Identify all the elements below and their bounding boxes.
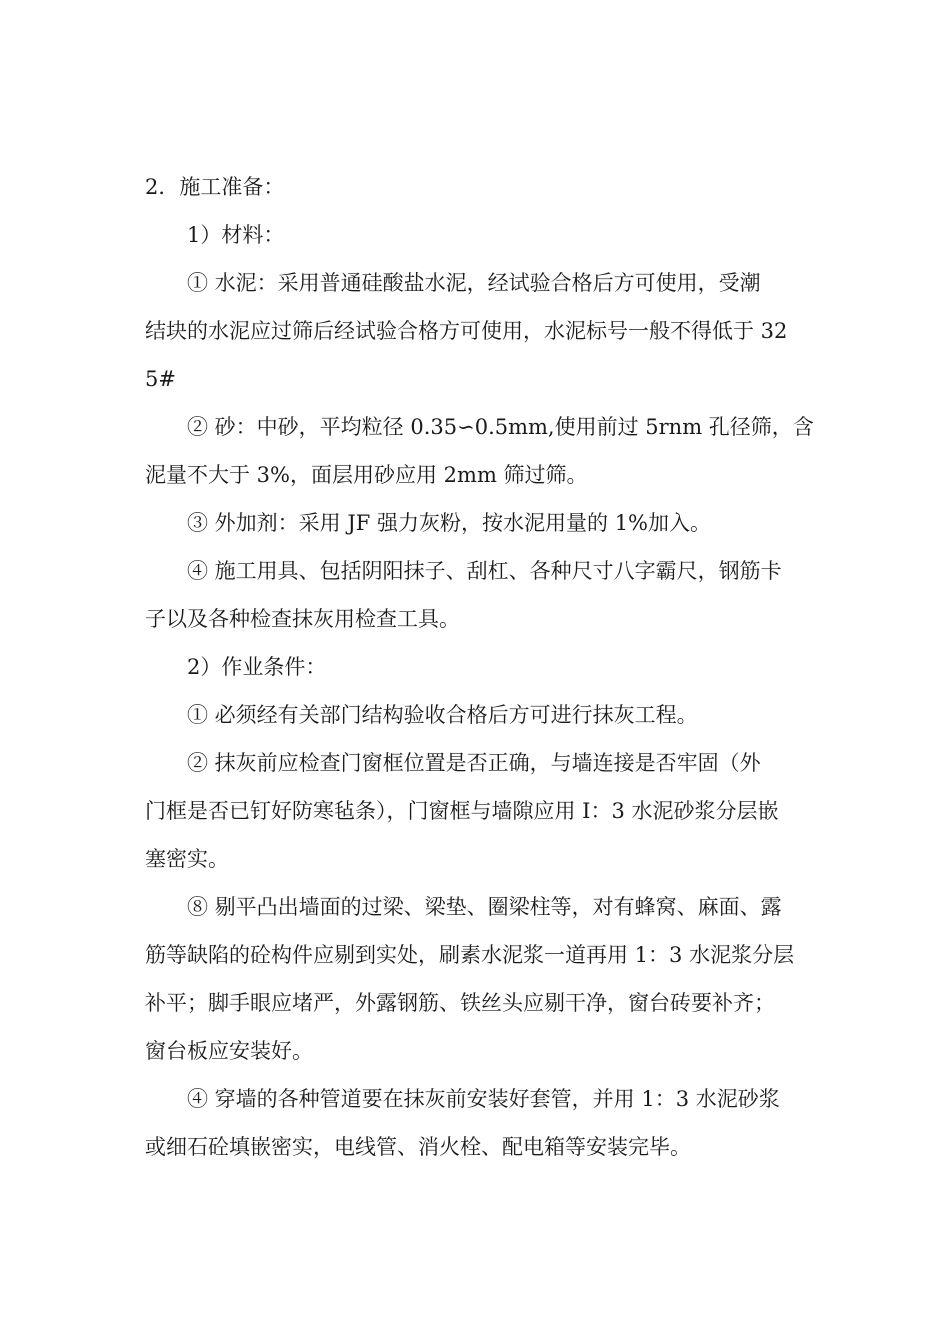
paragraph-line: 5#	[145, 367, 176, 391]
paragraph-line: ③ 外加剂：采用 JF 强力灰粉，按水泥用量的 1%加入。	[187, 511, 712, 535]
paragraph-line: 窗台板应安装好。	[145, 1039, 313, 1063]
paragraph-line: 筋等缺陷的砼构件应剔到实处，刷素水泥浆一道再用 1：3 水泥浆分层	[145, 943, 795, 967]
paragraph-line: ⑧ 剔平凸出墙面的过梁、梁垫、圈梁柱等，对有蜂窝、麻面、露	[187, 895, 782, 919]
paragraph-line: 结块的水泥应过筛后经试验合格方可使用，水泥标号一般不得低于 32	[145, 319, 788, 343]
paragraph-line: 补平；脚手眼应堵严，外露钢筋、铁丝头应剔干净，窗台砖要补齐；	[145, 991, 775, 1015]
paragraph-line: ② 抹灰前应检查门窗框位置是否正确，与墙连接是否牢固（外	[187, 751, 761, 775]
subsection-heading-conditions: 2）作业条件：	[187, 655, 327, 679]
paragraph-line: ② 砂：中砂，平均粒径 0.35∽0.5mm,使用前过 5rnm 孔径筛，含	[187, 415, 814, 439]
paragraph-line: ① 水泥：采用普通硅酸盐水泥，经试验合格后方可使用，受潮	[187, 271, 761, 295]
paragraph-line: ④ 施工用具、包括阴阳抹子、刮杠、各种尺寸八字霸尺，钢筋卡	[187, 559, 782, 583]
paragraph-line: ④ 穿墙的各种管道要在抹灰前安装好套管，并用 1：3 水泥砂浆	[187, 1087, 780, 1111]
paragraph-line: ① 必须经有关部门结构验收合格后方可进行抹灰工程。	[187, 703, 698, 727]
paragraph-line: 或细石砼填嵌密实，电线管、消火栓、配电箱等安装完毕。	[145, 1135, 691, 1159]
paragraph-line: 门框是否已钉好防寒毡条），门窗框与墙隙应用 I：3 水泥砂浆分层嵌	[145, 799, 779, 823]
section-heading: 2．施工准备：	[145, 175, 285, 199]
paragraph-line: 泥量不大于 3%，面层用砂应用 2mm 筛过筛。	[145, 463, 588, 487]
document-body	[145, 163, 813, 1171]
paragraph-line: 子以及各种检查抹灰用检查工具。	[145, 607, 460, 631]
paragraph-line: 塞密实。	[145, 847, 229, 871]
subsection-heading-materials: 1）材料：	[187, 223, 285, 247]
